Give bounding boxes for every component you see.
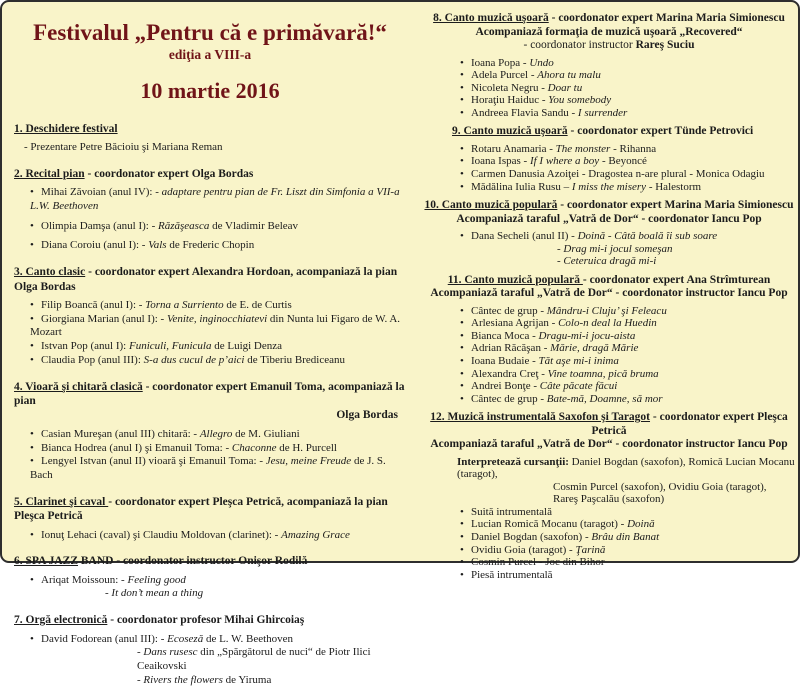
- bullet-icon: •: [460, 81, 464, 94]
- text-run: Adrian Răcăşan -: [471, 342, 551, 355]
- text-run: 9. Canto muzică uşoară: [452, 125, 568, 138]
- section-items: [14, 299, 406, 368]
- text-run: din Nunta lui Figaro de W. A. Mozart: [30, 312, 401, 339]
- bullet-icon: •: [30, 573, 34, 586]
- text-run: Ioana Budaie -: [471, 355, 539, 367]
- bullet-icon: •: [30, 312, 34, 325]
- section-2: [14, 167, 406, 253]
- text-run: Ceteruica dragă mi-i: [563, 255, 657, 268]
- bullet-icon: •: [30, 427, 34, 440]
- section-4: [14, 380, 406, 483]
- text-run: Rivers the flowers: [143, 673, 223, 686]
- text-run: -: [557, 255, 564, 268]
- text-run: Rareş Paşcalău (saxofon): [553, 493, 665, 506]
- program-line: [14, 442, 406, 456]
- text-run: Mărie, dragă Mărie: [550, 342, 639, 355]
- bullet-icon: •: [460, 167, 464, 180]
- text-run: Tăt aşe mi-i inima: [538, 355, 619, 367]
- text-run: - coordonator expert Alexandra Hordoan, acompaniază la pian Olga Bordas: [14, 266, 398, 293]
- text-run: Câte păcate făcui: [539, 380, 618, 393]
- text-run: - Rihanna: [610, 142, 657, 155]
- section-10: [422, 199, 796, 268]
- text-run: Colo-n deal la Huedin: [558, 317, 657, 330]
- section-heading: [422, 411, 796, 438]
- edition-subtitle: ediţia a VIII-a: [168, 47, 252, 63]
- text-run: It don’t mean a thing: [111, 587, 204, 600]
- text-run: Mădălina Iulia Rusu –: [471, 180, 572, 193]
- program-line: [14, 313, 406, 341]
- bullet-icon: •: [30, 340, 34, 353]
- text-run: - coordonator expert Marina Maria Simionescu: [548, 12, 785, 24]
- section-heading: [422, 287, 796, 301]
- bullet-icon: •: [460, 568, 464, 581]
- text-run: Acompaniază formaţia de muzică uşoară „Recovered“: [475, 25, 743, 38]
- program-line: [422, 305, 796, 318]
- program-line: [422, 506, 796, 519]
- bullet-icon: •: [460, 518, 464, 531]
- bullet-icon: •: [460, 304, 464, 317]
- program-line: [422, 355, 796, 368]
- text-run: 12. Muzică instrumentală Saxofon şi Taragot: [430, 411, 651, 424]
- text-run: 11. Canto muzică populară: [447, 273, 583, 286]
- text-run: Arlesiana Agrijan -: [471, 317, 559, 330]
- text-run: -: [137, 673, 144, 686]
- text-run: Bate-mă, Doamne, să mor: [546, 392, 663, 405]
- text-run: Doar tu: [547, 81, 583, 94]
- program-line: [14, 340, 406, 354]
- bullet-icon: •: [460, 367, 464, 380]
- program-line: [422, 393, 796, 406]
- text-run: - coordonator expert Olga Bordas: [84, 167, 254, 180]
- program-line: [14, 674, 406, 688]
- text-run: Venite, inginocchiatevi: [166, 312, 268, 325]
- text-run: -: [557, 242, 564, 255]
- text-run: Andrei Bonţe -: [471, 380, 540, 393]
- text-run: de L. W. Beethoven: [203, 632, 294, 645]
- text-run: -: [137, 646, 144, 659]
- section-heading: [14, 167, 406, 181]
- program-line: [422, 368, 796, 381]
- section-8: [422, 12, 796, 119]
- text-run: Acompaniază taraful „Vatră de Dor“ - coordonator instructor Iancu Pop: [430, 287, 788, 300]
- program-line: [422, 330, 796, 343]
- event-date: 10 martie 2016: [140, 78, 280, 104]
- text-run: 4. Vioară şi chitară clasică: [14, 380, 143, 393]
- program-line: [14, 186, 406, 214]
- text-run: 8. Canto muzică uşoară: [433, 12, 549, 24]
- text-run: Ovidiu Goia (taragot) -: [471, 543, 576, 556]
- text-run: Undo: [529, 56, 554, 69]
- bullet-icon: •: [30, 298, 34, 311]
- section-heading: [422, 26, 796, 40]
- text-run: de Tiberiu Brediceanu: [244, 353, 345, 366]
- section-12: [422, 411, 796, 581]
- bullet-icon: •: [30, 186, 34, 199]
- bullet-icon: •: [460, 329, 464, 342]
- text-run: de Frederic Chopin: [166, 239, 255, 252]
- section-heading: [422, 12, 796, 26]
- program-line: [422, 243, 796, 256]
- bullet-icon: •: [460, 56, 464, 69]
- text-run: 2. Recital pian: [14, 167, 85, 180]
- text-run: - coordonator expert Ana Strîmturean: [582, 273, 771, 286]
- program-line: [422, 569, 796, 582]
- text-run: I surrender: [577, 106, 628, 119]
- section-heading: [14, 613, 406, 627]
- text-run: I miss the misery: [571, 180, 647, 193]
- section-heading: [422, 274, 796, 288]
- program-line: [422, 230, 796, 243]
- bullet-icon: •: [460, 317, 464, 330]
- text-run: Doină - Câtă boală îi sub soare: [577, 230, 718, 243]
- text-run: - Prezentare Petre Băcioiu şi Mariana Reman: [24, 141, 223, 154]
- text-run: 3. Canto clasic: [14, 266, 86, 279]
- text-run: Daniel Bogdan (saxofon), Romică Lucian Mocanu (taragot),: [457, 455, 795, 481]
- text-run: Bianca Moca -: [471, 329, 539, 342]
- bullet-icon: •: [460, 543, 464, 556]
- text-run: 6. SPA JAZZ: [14, 555, 79, 568]
- bullet-icon: •: [460, 342, 464, 355]
- text-run: The monster: [555, 142, 611, 155]
- text-run: Andreea Flavia Sandu -: [471, 106, 578, 119]
- program-line: [422, 317, 796, 330]
- bullet-icon: •: [30, 219, 34, 232]
- text-run: de H. Purcell: [276, 441, 337, 454]
- program-line: [422, 143, 796, 156]
- text-run: Ahora tu malu: [537, 69, 601, 82]
- text-run: Rotaru Anamaria -: [471, 142, 556, 155]
- program-line: [422, 544, 796, 557]
- bullet-icon: •: [460, 355, 464, 367]
- program-line: [14, 299, 406, 313]
- program-line: [422, 342, 796, 355]
- right-sections: [422, 12, 796, 581]
- text-run: Ţarină: [575, 543, 606, 556]
- text-run: - Halestorm: [646, 180, 702, 193]
- section-6: [14, 554, 406, 601]
- text-run: Drag mi-i jocul someşan: [563, 242, 673, 255]
- text-run: Cosmin Purcel - Joc din Bihor: [471, 556, 605, 569]
- bullet-icon: •: [460, 180, 464, 193]
- text-run: Lengyel Istvan (anul II) vioară şi Emanuil Toma: -: [41, 455, 266, 468]
- text-run: BAND - coordonator instructor Onişor Rodilă: [78, 555, 308, 568]
- text-run: - coordonator expert Tünde Petrovici: [567, 125, 754, 138]
- text-run: Dans rusesc: [143, 646, 198, 659]
- program-line: [422, 456, 796, 481]
- text-run: Răzăşeasca: [158, 219, 210, 232]
- text-run: Torna a Surriento: [145, 298, 224, 311]
- section-items: [14, 529, 406, 543]
- text-run: de J. S. Bach: [30, 455, 386, 482]
- text-run: de Vladimir Beleav: [209, 219, 299, 232]
- text-run: Filip Boancă (anul I): -: [41, 298, 146, 311]
- text-run: Mihai Zăvoian (anul IV): -: [41, 186, 162, 199]
- text-run: Interpretează cursanţii:: [457, 455, 569, 468]
- text-run: de M. Giuliani: [232, 427, 300, 440]
- text-run: Rareş Suciu: [635, 39, 695, 52]
- program-line: [422, 155, 796, 168]
- bullet-icon: •: [30, 528, 34, 541]
- text-run: Piesă intrumentală: [471, 568, 553, 581]
- program-line: [422, 82, 796, 95]
- program-line: [422, 181, 796, 194]
- text-run: Giorgiana Marian (anul I): -: [41, 312, 167, 325]
- bullet-icon: •: [460, 94, 464, 107]
- text-run: Jesu, meine Freude: [265, 455, 352, 468]
- text-run: Bianca Hodrea (anul I) şi Emanuil Toma: -: [41, 441, 232, 454]
- text-run: Diana Coroiu (anul I): -: [41, 239, 149, 252]
- text-run: S-a dus cucul de p’aici: [143, 353, 245, 366]
- program-line: [14, 354, 406, 368]
- text-run: Ioana Popa -: [471, 56, 530, 69]
- section-items: [14, 186, 406, 253]
- text-run: Claudia Pop (anul III):: [41, 353, 144, 366]
- text-run: -: [105, 587, 112, 600]
- section-items: [422, 456, 796, 581]
- bullet-icon: •: [30, 632, 34, 645]
- program-line: [14, 455, 406, 483]
- text-run: Cântec de grup -: [471, 304, 547, 317]
- text-run: Doină: [627, 518, 655, 531]
- text-run: You somebody: [548, 94, 612, 107]
- section-5: [14, 495, 406, 543]
- program-line: [422, 556, 796, 569]
- text-run: Dana Secheli (anul II) -: [471, 230, 578, 243]
- text-run: Acompaniază taraful „Vatră de Dor“ - coordonator Iancu Pop: [456, 212, 762, 225]
- text-run: Ecoseză: [167, 632, 204, 645]
- text-run: Alexandra Creţ -: [471, 367, 548, 380]
- bullet-icon: •: [30, 455, 34, 468]
- bullet-icon: •: [460, 142, 464, 155]
- text-run: Olga Bordas: [336, 409, 398, 422]
- text-run: - coordonator expert Emanuil Toma, acompaniază la pian: [14, 380, 405, 408]
- text-run: Suită intrumentală: [471, 505, 552, 518]
- bullet-icon: •: [30, 441, 34, 454]
- bullet-icon: •: [460, 531, 464, 543]
- bullet-icon: •: [30, 353, 34, 366]
- text-run: Nicoleta Negru -: [471, 81, 548, 94]
- program-line: [14, 633, 406, 647]
- text-run: Feeling good: [127, 573, 186, 586]
- section-heading: [422, 199, 796, 213]
- program-line: [422, 94, 796, 107]
- program-line: [422, 168, 796, 181]
- section-items: [14, 141, 406, 155]
- left-sections: [14, 122, 406, 688]
- program-line: [14, 141, 406, 155]
- bullet-icon: •: [460, 69, 464, 82]
- section-heading: [14, 495, 406, 524]
- program-line: [422, 493, 796, 506]
- text-run: Chaconne: [231, 441, 277, 454]
- program-line: [422, 255, 796, 268]
- section-items: [422, 305, 796, 405]
- text-run: 7. Orgă electronică: [14, 614, 108, 627]
- text-run: If I where a boy: [529, 155, 600, 168]
- program-line: [422, 531, 796, 544]
- program-line: [14, 239, 406, 253]
- section-items: [422, 230, 796, 268]
- bullet-icon: •: [460, 106, 464, 119]
- text-run: - coordonator expert Pleşca Petrică, acompaniază la pian Pleşca Petrică: [14, 495, 388, 523]
- text-run: Lucian Romică Mocanu (taragot) -: [471, 518, 628, 531]
- text-run: Amazing Grace: [281, 528, 350, 541]
- text-run: de E. de Curtis: [223, 298, 292, 311]
- text-run: 5. Clarinet şi caval: [14, 495, 109, 508]
- text-run: Olimpia Damşa (anul I): -: [41, 219, 158, 232]
- section-heading: [422, 125, 796, 139]
- text-run: - coordonator instructor: [523, 39, 636, 52]
- section-items: [422, 57, 796, 120]
- section-heading: [422, 213, 796, 227]
- text-run: Acompaniază taraful „Vatră de Dor“ - coordonator instructor Iancu Pop: [430, 438, 788, 451]
- text-run: Adela Purcel -: [471, 69, 538, 82]
- text-run: Daniel Bogdan (saxofon) -: [471, 531, 592, 543]
- section-7: [14, 613, 406, 687]
- text-run: Vals: [148, 239, 167, 252]
- text-run: - coordonator expert Marina Maria Simionescu: [557, 199, 794, 212]
- text-run: 1. Deschidere festival: [14, 122, 118, 135]
- section-items: [14, 428, 406, 483]
- text-run: David Fodorean (anul III): -: [41, 632, 168, 645]
- text-run: - coordonator profesor Mihai Ghircoiaş: [107, 614, 305, 627]
- section-items: [14, 633, 406, 688]
- text-run: Ioana Ispas -: [471, 155, 530, 168]
- text-run: Funiculi, Funicula: [128, 340, 212, 353]
- program-line: [14, 587, 406, 601]
- bullet-icon: •: [460, 230, 464, 243]
- text-run: din „Spărgătorul de nuci“ de Piotr Ilici Ceaikovski: [137, 646, 371, 673]
- text-run: de Yiruma: [222, 673, 272, 686]
- program-line: [14, 646, 406, 674]
- section-11: [422, 274, 796, 405]
- text-run: Dragu-mi-i jocu-aista: [538, 329, 636, 342]
- section-items: [14, 574, 406, 602]
- text-run: Carmen Danusia Azoiţei - Dragostea n-are plural - Monica Odagiu: [471, 167, 765, 180]
- program-line: [14, 529, 406, 543]
- text-run: Allegro: [199, 427, 233, 440]
- program-line: [422, 380, 796, 393]
- program-line: [422, 481, 796, 494]
- text-run: 10. Canto muzică populară: [424, 199, 558, 212]
- bullet-icon: •: [460, 505, 464, 518]
- section-items: [422, 143, 796, 193]
- text-run: Brâu din Banat: [591, 531, 660, 543]
- text-run: - coordonator expert Pleşca Petrică: [591, 411, 788, 437]
- section-heading: [422, 438, 796, 452]
- right-column: [422, 2, 796, 587]
- section-3: [14, 265, 406, 368]
- text-run: Ionuţ Lehaci (caval) şi Claudiu Moldovan (clarinet): -: [41, 528, 282, 541]
- text-run: Cântec de grup -: [471, 392, 547, 405]
- section-heading: [14, 122, 406, 136]
- section-heading: [14, 554, 406, 568]
- bullet-icon: •: [460, 380, 464, 393]
- bullet-icon: •: [30, 239, 34, 252]
- text-run: Casian Mureşan (anul III) chitară: -: [41, 427, 200, 440]
- section-heading: [422, 39, 796, 53]
- bullet-icon: •: [460, 556, 464, 569]
- section-heading: [14, 408, 406, 422]
- program-line: [422, 518, 796, 531]
- text-run: Cosmin Purcel (saxofon), Ovidiu Goia (taragot),: [553, 480, 767, 493]
- section-1: [14, 122, 406, 155]
- text-run: de Luigi Denza: [211, 340, 283, 353]
- section-heading: [14, 380, 406, 409]
- program-line: [422, 69, 796, 82]
- program-line: [14, 428, 406, 442]
- program-line: [422, 57, 796, 70]
- text-run: Horaţiu Haiduc -: [471, 94, 549, 107]
- bullet-icon: •: [460, 392, 464, 405]
- program-line: [14, 220, 406, 234]
- text-run: - Beyoncé: [599, 155, 647, 168]
- title-block: [14, 20, 406, 104]
- text-run: Ariqat Moissoun: -: [41, 573, 128, 586]
- left-column: [14, 2, 406, 700]
- section-9: [422, 125, 796, 193]
- text-run: adaptare pentru pian de Fr. Liszt din Simfonia a VII-a L.W. Beethoven: [30, 186, 400, 212]
- text-run: Istvan Pop (anul I):: [41, 340, 129, 353]
- program-line: [422, 107, 796, 120]
- text-run: Vine toamna, pică bruma: [547, 367, 659, 380]
- bullet-icon: •: [460, 155, 464, 168]
- festival-title: Festivalul „Pentru că e primăvară!“: [33, 20, 387, 45]
- program-line: [14, 574, 406, 588]
- section-heading: [14, 265, 406, 294]
- text-run: Mândru-i Cluju’ şi Feleacu: [546, 304, 667, 317]
